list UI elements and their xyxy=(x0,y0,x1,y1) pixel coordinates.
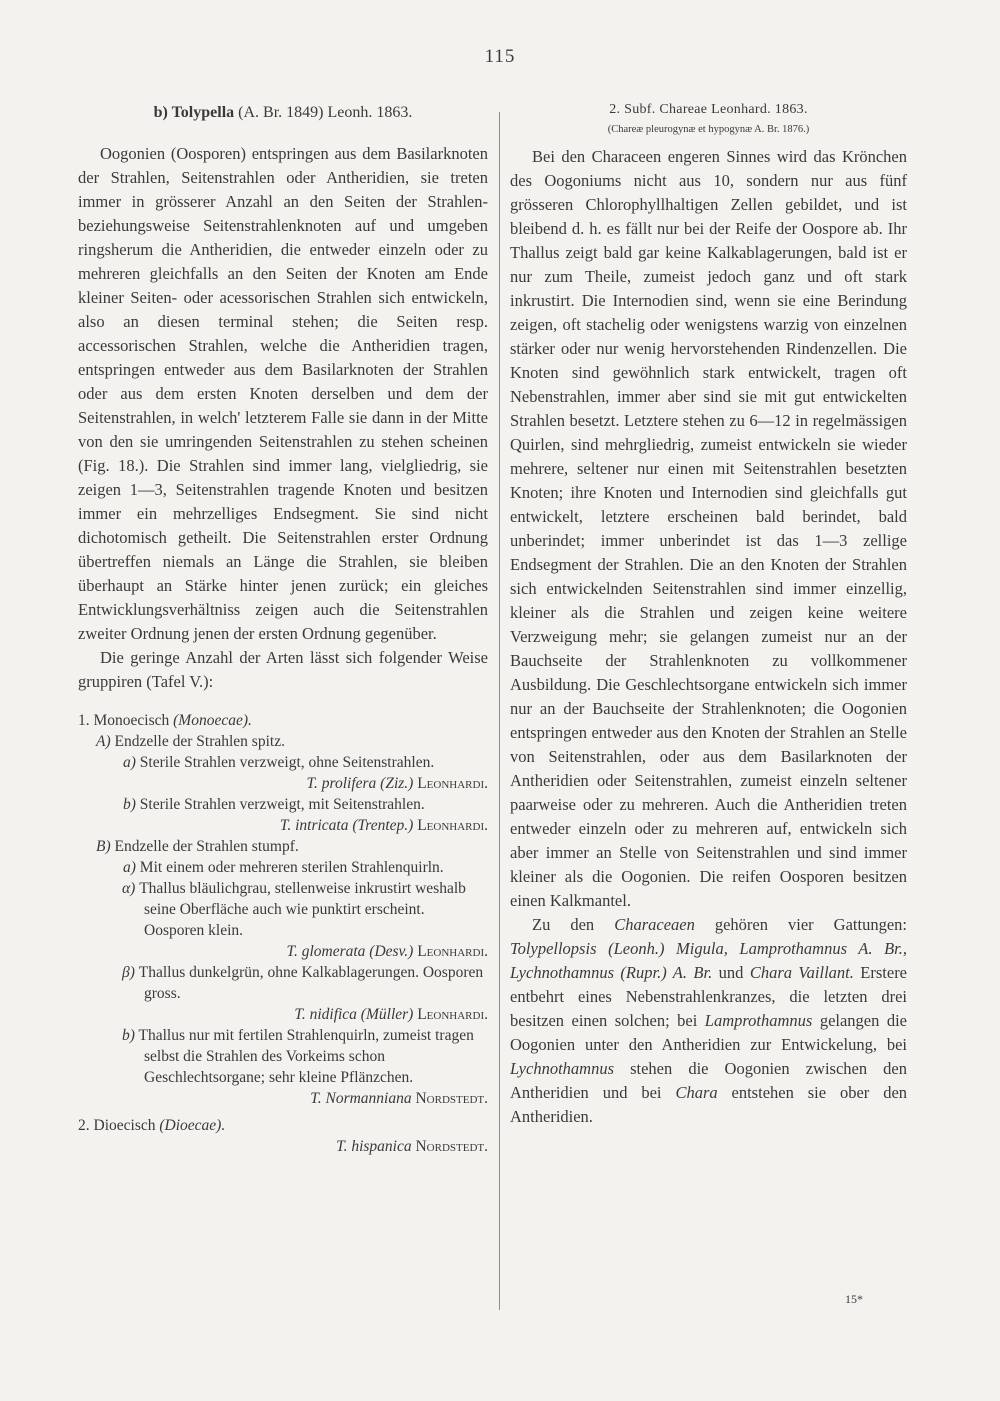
section-heading-chareae: 2. Subf. Chareae Leonhard. 1863. xyxy=(609,102,808,117)
text-run: Zu den xyxy=(532,915,615,934)
species-name xyxy=(78,815,488,836)
paragraph: Bei den Characeen engeren Sinnes wird das Krönchen des Oogoniums nicht aus 10, sondern nur aus fünf grösseren Chlorophyllhaltigen Zellen gebildet, und ist bleibend d. h. es fällt nur bei der Reife der Oospore ab. Ihr Thallus zeigt bald gar keine Kalkablagerungen, bald ist er nur zum Theile, zumeist jedoch ganz und oft stark inkrustirt. Die Internodien sind, wenn sie eine Berindung zeigen, oft stachelig oder wenigstens warzig von einzelnen stärker oder nur wenig hervorstehenden Rindenzellen. Die Knoten sind gewöhnlich stark entwickelt, tragen oft Nebenstrahlen, immer aber sind sie mit gut entwickelten Strahlen besetzt. Letztere stehen zu 6—12 in regelmässigen Quirlen, sind mehrgliedrig, zumeist entwickeln sie wieder mehrere, seltener nur einen mit Seitenstrahlen besetzten Knoten; ihre Knoten und Internodien sind gleichfalls gut entwickelt, letztere erscheinen bald berindet, bald unberindet; immer unberindet ist das 1—3 zellige Endsegment der Strahlen. Die an den Knoten der Strahlen sich entwickelnden Seitenstrahlen sind immer einzellig, kleiner als die Strahlen und zeigen keine weitere Verzweigung mehr; sie gelangen zumeist nur an der Bauchseite der Strahlenknoten zu vollkommener Ausbildung. Die Geschlechtsorgane entwickeln sich immer nur an der Bauchseite der Strahlenknoten; die Oogonien entspringen entweder aus den Knoten der Strahlen an Stelle von Seitenstrahlen, oder aus dem Basilarknoten der Antheridien oder Seitenstrahlen, zumeist einzeln seltener paarweise oder zu mehreren. Auch die Antheridien treten entweder einzeln oder zu mehreren auf, entwickeln sich aber immer an Stelle von Seitenstrahlen und sind immer kleiner als die Oogonien. Die reifen Oosporen besitzen einen Kalkmantel. xyxy=(510,147,907,910)
species-italic: T. intricata (Trentep.) xyxy=(279,817,414,834)
paragraph: Die geringe Anzahl der Arten lässt sich folgender Weise gruppiren (Tafel V.): xyxy=(78,648,488,691)
text-run: gehören vier Gattungen: xyxy=(694,915,907,934)
key-text: Sterile Strahlen verzweigt, ohne Seitenstrahlen. xyxy=(135,754,435,771)
species-italic: T. prolifera (Ziz.) xyxy=(306,775,414,792)
species-name xyxy=(78,1004,488,1025)
key-label: 2. Dioecisch xyxy=(78,1117,156,1134)
text-run: Erstere entbehrt eines Nebenstrahlenkranzes, die letzten drei besitzen einen solchen; bei xyxy=(510,963,908,1030)
paragraph xyxy=(510,913,907,1129)
key-text: Endzelle der Strahlen spitz. xyxy=(110,733,285,750)
key-line xyxy=(78,836,488,857)
text-italic: Chara Vaillant. xyxy=(749,963,854,982)
species-name xyxy=(78,1088,488,1109)
key-marker: b) xyxy=(123,796,136,813)
species-author: Leonhardi. xyxy=(413,817,488,834)
key-marker: β) xyxy=(122,964,135,981)
key-line xyxy=(78,1115,488,1136)
species-author: Nordstedt. xyxy=(411,1138,488,1155)
left-column xyxy=(78,102,488,1157)
key-text: Thallus bläulichgrau, stellenweise inkrustirt weshalb seine Oberfläche auch wie punktirt erscheint. Oosporen klein. xyxy=(135,880,466,939)
page-number: 115 xyxy=(484,46,516,67)
key-line xyxy=(78,962,488,1004)
paragraph: Oogonien (Oosporen) entspringen aus dem Basilarknoten der Strahlen, Seitenstrahlen oder Antheridien, sie treten immer in grösserer Anzahl an den Seiten der Strahlen- beziehungsweise Seitenstrahlenknoten auf und umgeben ringsherum die Antheridien, die entweder einzeln oder zu mehreren gleichfalls an den Seiten der Knoten am Ende kleiner Seiten- oder acessorischen Strahlen sich entwickeln, also an diesen terminal stehen; die Seiten resp. accessorischen Strahlen, welche die Antheridien tragen, entspringen entweder aus dem Basilarknoten der Strahlen oder aus dem ersten Knoten derselben und dem der Seitenstrahlen, in welch' letzterem Falle sie dann in der Mitte von den sie umringenden Seitenstrahlen zu stehen scheinen (Fig. 18.). Die Strahlen sind immer lang, vielgliedrig, sie zeigen 1—3, Seitenstrahlen tragende Knoten und besitzen immer ein mehrzelliges Endsegment. Sie sind nicht dichotomisch getheilt. Die Seitenstrahlen erster Ordnung übertreffen niemals an Länge die Strahlen, sie bleiben überhaupt an Stärke hinter jenen zurück; ein gleiches Entwicklungsverhältniss zeigen auch die Seitenstrahlen zweiter Ordnung jenen der ersten Ordnung gegenüber. xyxy=(78,144,488,643)
key-marker: a) xyxy=(123,754,136,771)
key-line xyxy=(78,878,488,941)
text-run: und xyxy=(712,963,750,982)
heading-rest: (A. Br. 1849) Leonh. 1863. xyxy=(234,104,413,121)
key-marker: B) xyxy=(96,838,111,855)
text-italic: Tolypellopsis (Leonh.) Migula, Lamprothamnus A. Br., Lychnothamnus (Rupr.) A. Br. xyxy=(510,939,907,982)
text-italic: Chara xyxy=(675,1083,718,1102)
species-author: Leonhardi. xyxy=(413,775,488,792)
species-name xyxy=(78,1136,488,1157)
species-name xyxy=(78,941,488,962)
text-italic: Lamprothamnus xyxy=(704,1011,813,1030)
key-marker: A) xyxy=(96,733,111,750)
species-name xyxy=(78,773,488,794)
key-text: Thallus nur mit fertilen Strahlenquirln, zumeist tragen selbst die Strahlen des Vorkeims schon Geschlechtsorgane; sehr kleine Pflänzchen. xyxy=(134,1027,474,1086)
species-italic: T. hispanica xyxy=(336,1138,412,1155)
column-divider xyxy=(499,112,500,1310)
text-italic: Characeaen xyxy=(614,915,695,934)
species-author: Leonhardi. xyxy=(413,943,488,960)
text-run: gelangen die Oogonien unter den Antheridien zur Entwickelung, bei xyxy=(510,1011,907,1054)
heading-bold: b) Tolypella xyxy=(153,104,235,121)
species-italic: T. Normanniana xyxy=(310,1090,412,1107)
key-marker: a) xyxy=(123,859,136,876)
right-column xyxy=(510,102,907,1129)
key-italic: (Monoecae). xyxy=(173,712,252,729)
key-line xyxy=(78,794,488,815)
species-italic: T. glomerata (Desv.) xyxy=(286,943,414,960)
signature-mark: 15* xyxy=(845,1292,863,1306)
key-line xyxy=(78,857,488,878)
section-subnote: (Chareæ pleurogynæ et hypogynæ A. Br. 1876.) xyxy=(607,124,810,135)
key-marker: α) xyxy=(122,880,136,897)
species-key xyxy=(78,710,488,1157)
text-run: stehen die Oogonien zwischen den Antheridien und bei xyxy=(510,1059,907,1102)
key-italic: (Dioecae). xyxy=(159,1117,226,1134)
text-run: entstehen sie ober den Antheridien. xyxy=(510,1083,908,1126)
species-author: Leonhardi. xyxy=(413,1006,488,1023)
species-italic: T. nidifica (Müller) xyxy=(294,1006,414,1023)
key-line xyxy=(78,710,488,731)
species-author: Nordstedt. xyxy=(411,1090,488,1107)
key-text: Sterile Strahlen verzweigt, mit Seitenstrahlen. xyxy=(135,796,425,813)
section-heading-tolypella xyxy=(78,102,488,124)
key-line xyxy=(78,752,488,773)
key-line xyxy=(78,731,488,752)
key-text: Endzelle der Strahlen stumpf. xyxy=(110,838,299,855)
key-text: Thallus dunkelgrün, ohne Kalkablagerungen. Oosporen gross. xyxy=(134,964,484,1002)
key-line xyxy=(78,1025,488,1088)
text-italic: Lychnothamnus xyxy=(510,1059,615,1078)
key-text: Mit einem oder mehreren sterilen Strahlenquirln. xyxy=(135,859,444,876)
key-marker: b) xyxy=(122,1027,135,1044)
key-label: 1. Monoecisch xyxy=(78,712,170,729)
